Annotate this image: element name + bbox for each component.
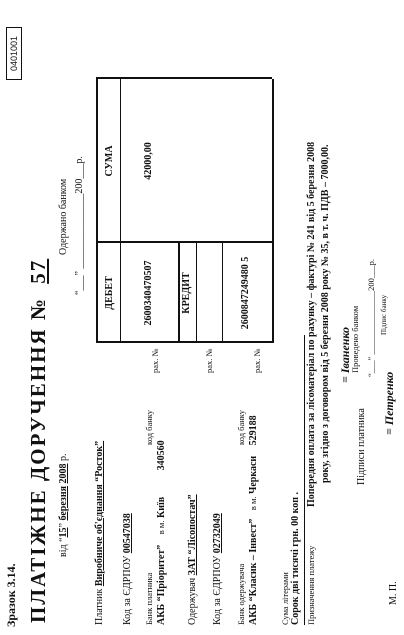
payer-city-label: в м. <box>156 520 166 535</box>
bank-received-label: Одержано банком <box>58 178 69 255</box>
sum-words-value: Сорок дві тисячі грн. 00 коп . <box>290 492 301 625</box>
payer-edrpou-line <box>122 513 133 625</box>
receiver-bank-label: Банк одержувача <box>236 563 246 625</box>
document-title-text: ПЛАТІЖНЕ ДОРУЧЕННЯ № <box>26 297 50 623</box>
payer-label: Платник <box>94 588 105 625</box>
payer-line <box>94 441 105 625</box>
receiver-account-label: рах. № <box>252 348 262 373</box>
payer-account: 2600340470507 <box>143 260 154 326</box>
receiver-edrpou-label: Код за ЄДРПОУ <box>212 555 223 625</box>
credit-header: КРЕДИТ <box>181 272 192 314</box>
payment-amount: 42000,00 <box>143 142 154 180</box>
sum-header: СУМА <box>104 145 115 177</box>
form-code: 0401001 <box>6 27 22 80</box>
purpose-line-1: Попередня оплата за лісоматеріал по рахунку – фактурі № 241 від 5 березня 2008 <box>306 141 317 507</box>
bank-received-date: “___” _______________200___р. <box>74 156 85 295</box>
bank-processed-label: Проведено банком <box>350 305 360 373</box>
sample-caption: Зразок 3.14. <box>4 563 18 627</box>
date-suffix: р. <box>58 453 69 461</box>
receiver-bank-line <box>248 415 259 625</box>
document-date: від “15” березня 2008 р. <box>58 453 69 557</box>
purpose-line-2: року, згідно з договором від 5 березня 2008 року № 35, в т. ч. ПДВ – 7000,00. <box>320 144 331 483</box>
purpose-label: Призначення платежу <box>306 545 316 625</box>
receiver-line <box>187 494 198 625</box>
payer-name: Виробниче об'єднання “Росток” <box>94 440 105 587</box>
receiver-city-label: в м. <box>248 496 258 511</box>
payer-bank-name: АКБ “Пріоритет” <box>156 544 167 625</box>
receiver-bank-name: АКБ “Класик – Інвест” <box>248 518 259 625</box>
receiver-city: Черкаси <box>248 455 259 494</box>
payer-bank-code: 340560 <box>156 440 167 471</box>
receiver-name: ЗАТ “Лісопостач” <box>187 494 198 576</box>
bank-sign-label: Підпис банку <box>380 294 388 335</box>
document-title <box>26 259 51 623</box>
payer-bank-code-label: код банку <box>144 409 154 445</box>
receiver-edrpou-line <box>212 513 223 625</box>
payer-city: Київ <box>156 496 167 519</box>
stamp-place: М. П. <box>388 581 399 605</box>
date-day: 15 <box>58 527 69 538</box>
signature-2: = Петренко <box>382 371 396 435</box>
signature-1: = Іваненко <box>338 326 352 383</box>
document-number: 57 <box>26 258 50 284</box>
date-prefix: від <box>58 544 69 557</box>
receiver-bank-code: 529188 <box>248 415 259 446</box>
payer-edrpou-label: Код за ЄДРПОУ <box>122 555 133 625</box>
receiver-account-label-top: рах. № <box>204 348 214 373</box>
payer-edrpou: 00547038 <box>122 513 133 554</box>
payer-signatures-label: Підписи платника <box>356 408 367 485</box>
payer-bank-line <box>156 440 167 625</box>
payer-bank-label: Банк платника <box>144 572 154 625</box>
payer-account-label: рах. № <box>150 348 160 373</box>
receiver-bank-code-label: код банку <box>236 409 246 445</box>
date-year: 2008 <box>58 463 69 484</box>
date-month: березня <box>58 486 69 521</box>
receiver-account: 2600847249480 5 <box>240 256 251 330</box>
sum-words-label: Сума літерами <box>280 572 290 625</box>
receiver-edrpou: 02732049 <box>212 513 223 554</box>
bank-processed-date: “___” _______________200___р. <box>366 258 376 377</box>
receiver-label: Одержувач <box>187 577 198 625</box>
debit-header: ДЕБЕТ <box>104 276 115 310</box>
